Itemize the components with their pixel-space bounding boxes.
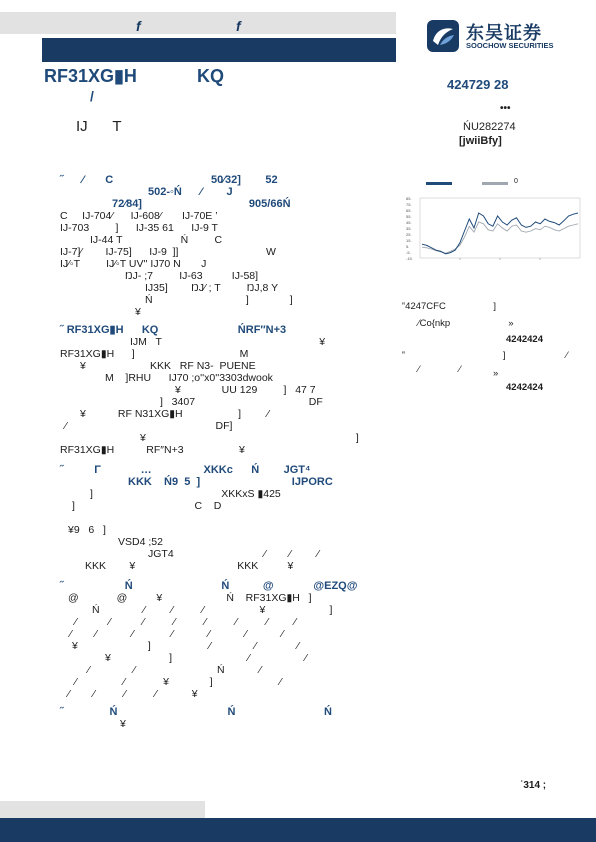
body-line: @ @ ¥ Ń RF31XG▮H ] [68, 592, 312, 604]
body-line: JGT4 ⁄ ⁄ ⁄ [148, 548, 319, 560]
y-tick-label: 45. [406, 220, 412, 225]
body-line: C IJ-704⁄ IJ-608⁄ IJ-70E ’ [60, 210, 218, 222]
logo-english-text: SOOCHOW SECURITIES [466, 41, 554, 50]
report-date: 424729 28 [447, 77, 509, 92]
body-line: KKK ¥ KKK ¥ [85, 560, 294, 572]
right-note-line: 4242424 [506, 334, 543, 345]
subtitle-left: IJ T [76, 118, 122, 135]
body-line: ¥9 6 ] [68, 524, 106, 536]
body-line: ˝ Γ … XKKc Ń JGT⁴ [60, 464, 311, 476]
y-tick-label: 55. [406, 214, 412, 219]
body-line: VSD4 ;52 [118, 536, 163, 548]
y-tick-label: -5. [406, 250, 411, 255]
body-line: RF31XG▮H ] M [60, 348, 249, 360]
header-blue-band [42, 38, 396, 62]
series-line-0 [422, 213, 578, 254]
body-line: ⁄ ⁄ ⁄ ⁄ ¥ [68, 688, 198, 700]
body-line: IJ-7]⁄ IJ-75] IJ-9 ]] W [60, 246, 276, 258]
legend-label-1: 0 [514, 178, 518, 185]
body-line: ¥ RF N31XG▮H ] ⁄ [80, 408, 269, 420]
y-tick-label: 35. [406, 226, 412, 231]
body-line: IJM T ¥ [130, 336, 326, 348]
body-line: ˝ Ń Ń Ń [60, 706, 332, 718]
series-line-1 [422, 222, 578, 253]
stock-code: ŃU282274 [463, 121, 516, 133]
chart-frame [420, 198, 580, 258]
body-line: ¥ ] ⁄ ⁄ [105, 652, 307, 664]
body-line: ¥ ] ⁄ ⁄ ⁄ [72, 640, 299, 652]
y-tick-label: 15. [406, 238, 412, 243]
body-line: IJ-703 ] IJ-35 61 IJ-9 T [60, 222, 218, 234]
body-line: M ]RHU IJ70 ;o''x0''3303dwook [105, 372, 273, 384]
body-line: ¥ UU 129 ] 47 7 [175, 384, 316, 396]
body-line: ⁄ ⁄ ⁄ ⁄ ⁄ ⁄ ⁄ [70, 628, 284, 640]
right-note-line: ⁄ ⁄ [418, 364, 461, 375]
body-line: KKK Ń9 5 ] IJPORC [128, 476, 333, 488]
body-line: ˝ RF31XG▮H KQ ŃRF″N+3 [60, 324, 287, 336]
body-line: ⁄ DF] [65, 420, 233, 432]
y-tick-label: 65. [406, 208, 412, 213]
right-note-line: 4242424 [506, 382, 543, 393]
body-line: ⁄ ⁄ ¥ ] ⁄ [75, 676, 282, 688]
report-title: RF31XG▮H KQ [44, 66, 224, 86]
logo-mark-icon [426, 19, 460, 53]
logo-chinese-text: 东吴证券 [466, 23, 542, 43]
body-line: IJ35] ŊJ⁄ ; T ŊJ,8 Y [145, 282, 279, 294]
body-line: ] 3407 DF [160, 396, 323, 408]
body-line: ] XKKxS ▮425 [90, 488, 281, 500]
right-note-line: ‟ ] ⁄ [402, 350, 568, 361]
body-line: 502-◦Ń ⁄ J [148, 186, 233, 198]
legend-swatch-0 [426, 182, 452, 185]
body-line: IJ⁄◦T IJ⁄◦T UV'' IJ70 N J [60, 258, 207, 270]
header-italic-left: f [136, 18, 141, 34]
body-line: ⁄ ⁄ Ń ⁄ [88, 664, 262, 676]
body-line: 72⁄84] 905/66Ń [112, 198, 291, 210]
right-dots: ••• [500, 103, 511, 114]
body-line: ¥ [120, 718, 126, 730]
body-line: ] C D [72, 500, 222, 512]
subtitle-dash: / [90, 88, 94, 104]
y-tick-label: 75. [406, 202, 412, 207]
page-number: ˙314 ; [520, 780, 547, 791]
footer-blue-band [0, 818, 596, 842]
body-line: RF31XG▮H RF″N+3 ¥ [60, 444, 245, 456]
y-tick-label: -15. [406, 256, 413, 261]
right-note-line: ⁄Co{nkp » [418, 318, 514, 329]
y-tick-label: 5. [406, 244, 410, 249]
y-tick-label: 25. [406, 232, 412, 237]
right-note-line: ‟4247CFC ] [402, 301, 496, 312]
price-line-chart [404, 192, 584, 272]
body-line: ¥ [135, 306, 141, 318]
body-line: ŊJ- ;7 IJ-63 IJ-58] [125, 270, 259, 282]
body-line: ¥ ] [140, 432, 359, 444]
brand-logo [426, 19, 566, 55]
body-line: ˝ Ń Ń @ @EZQ@ [60, 580, 358, 592]
body-line: IJ-44 T Ń C [90, 234, 223, 246]
right-note-line: » [493, 368, 499, 379]
body-line: ˝ ⁄ C 50⁄32] 52 [60, 174, 278, 186]
body-line: Ń ⁄ ⁄ ⁄ ¥ ] [92, 604, 333, 616]
header-gray-band [0, 12, 396, 34]
body-line: ⁄ ⁄ ⁄ ⁄ ⁄ ⁄ ⁄ ⁄ [75, 616, 297, 628]
rating-box: [jwiiBfy] [459, 135, 502, 147]
body-line: Ń ] ] [145, 294, 293, 306]
y-tick-label: 85. [406, 196, 412, 201]
body-line: ¥ KKK RF N3- PUENE [80, 360, 256, 372]
legend-swatch-1 [482, 182, 508, 185]
header-italic-right: f [236, 18, 241, 34]
